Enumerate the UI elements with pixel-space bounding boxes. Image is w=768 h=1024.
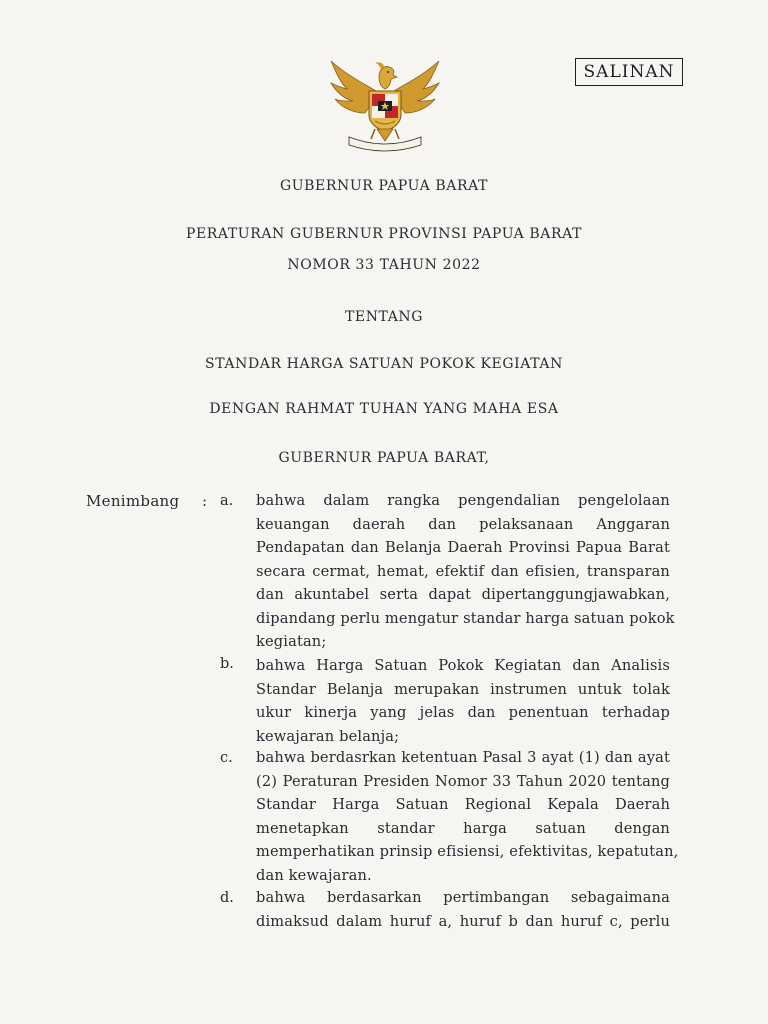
item-letter-c: c. bbox=[220, 750, 233, 766]
issuer-title: GUBERNUR PAPUA BARAT bbox=[279, 178, 489, 194]
garuda-emblem-icon bbox=[327, 55, 443, 155]
salinan-stamp: SALINAN bbox=[575, 58, 683, 86]
text-line: dan akuntabel serta dapat dipertanggungjawabkan, bbox=[256, 586, 670, 603]
consideration-item-a bbox=[256, 489, 675, 654]
text-line: dimaksud dalam huruf a, huruf b dan huruf c, perlu bbox=[256, 912, 670, 930]
consideration-item-d bbox=[256, 886, 670, 933]
blessing-line: DENGAN RAHMAT TUHAN YANG MAHA ESA bbox=[209, 401, 559, 417]
text-line: dan kewajaran. bbox=[256, 866, 372, 884]
text-line: menetapkan standar harga satuan dengan bbox=[256, 819, 670, 837]
text-line: secara cermat, hemat, efektif dan efisien, transparan bbox=[256, 562, 670, 580]
text-line: dipandang perlu mengatur standar harga satuan pokok bbox=[256, 609, 675, 627]
consideration-item-c bbox=[256, 746, 679, 887]
considering-colon: : bbox=[202, 492, 208, 510]
item-letter-b: b. bbox=[220, 656, 234, 672]
text-line: bahwa berdasrkan ketentuan Pasal 3 ayat (1) dan ayat bbox=[256, 749, 670, 766]
text-line: Standar Belanja merupakan instrumen untuk tolak bbox=[256, 680, 670, 698]
text-line: Standar Harga Satuan Regional Kepala Daerah bbox=[256, 796, 670, 813]
text-line: bahwa dalam rangka pengendalian pengelolaan bbox=[256, 492, 670, 509]
text-line: Pendapatan dan Belanja Daerah Provinsi Papua Barat bbox=[256, 539, 670, 556]
item-letter-a: a. bbox=[220, 493, 234, 509]
text-line: kegiatan; bbox=[256, 633, 327, 650]
about-heading: TENTANG bbox=[344, 309, 424, 325]
text-line: (2) Peraturan Presiden Nomor 33 Tahun 2020 tentang bbox=[256, 772, 670, 790]
regulation-title: PERATURAN GUBERNUR PROVINSI PAPUA BARAT bbox=[185, 226, 583, 242]
text-line: ukur kinerja yang jelas dan penentuan terhadap bbox=[256, 704, 670, 721]
governor-line: GUBERNUR PAPUA BARAT, bbox=[278, 450, 490, 466]
regulation-subject: STANDAR HARGA SATUAN POKOK KEGIATAN bbox=[205, 356, 563, 372]
regulation-number: NOMOR 33 TAHUN 2022 bbox=[287, 257, 481, 273]
considering-label: Menimbang bbox=[86, 492, 180, 510]
text-line: bahwa berdasarkan pertimbangan sebagaimana bbox=[256, 889, 670, 906]
text-line: kewajaran belanja; bbox=[256, 727, 400, 745]
item-letter-d: d. bbox=[220, 890, 234, 906]
text-line: memperhatikan prinsip efisiensi, efektivitas, kepatutan, bbox=[256, 843, 679, 860]
text-line: bahwa Harga Satuan Pokok Kegiatan dan Analisis bbox=[256, 657, 670, 674]
text-line: keuangan daerah dan pelaksanaan Anggaran bbox=[256, 515, 670, 533]
consideration-item-b bbox=[256, 654, 670, 748]
